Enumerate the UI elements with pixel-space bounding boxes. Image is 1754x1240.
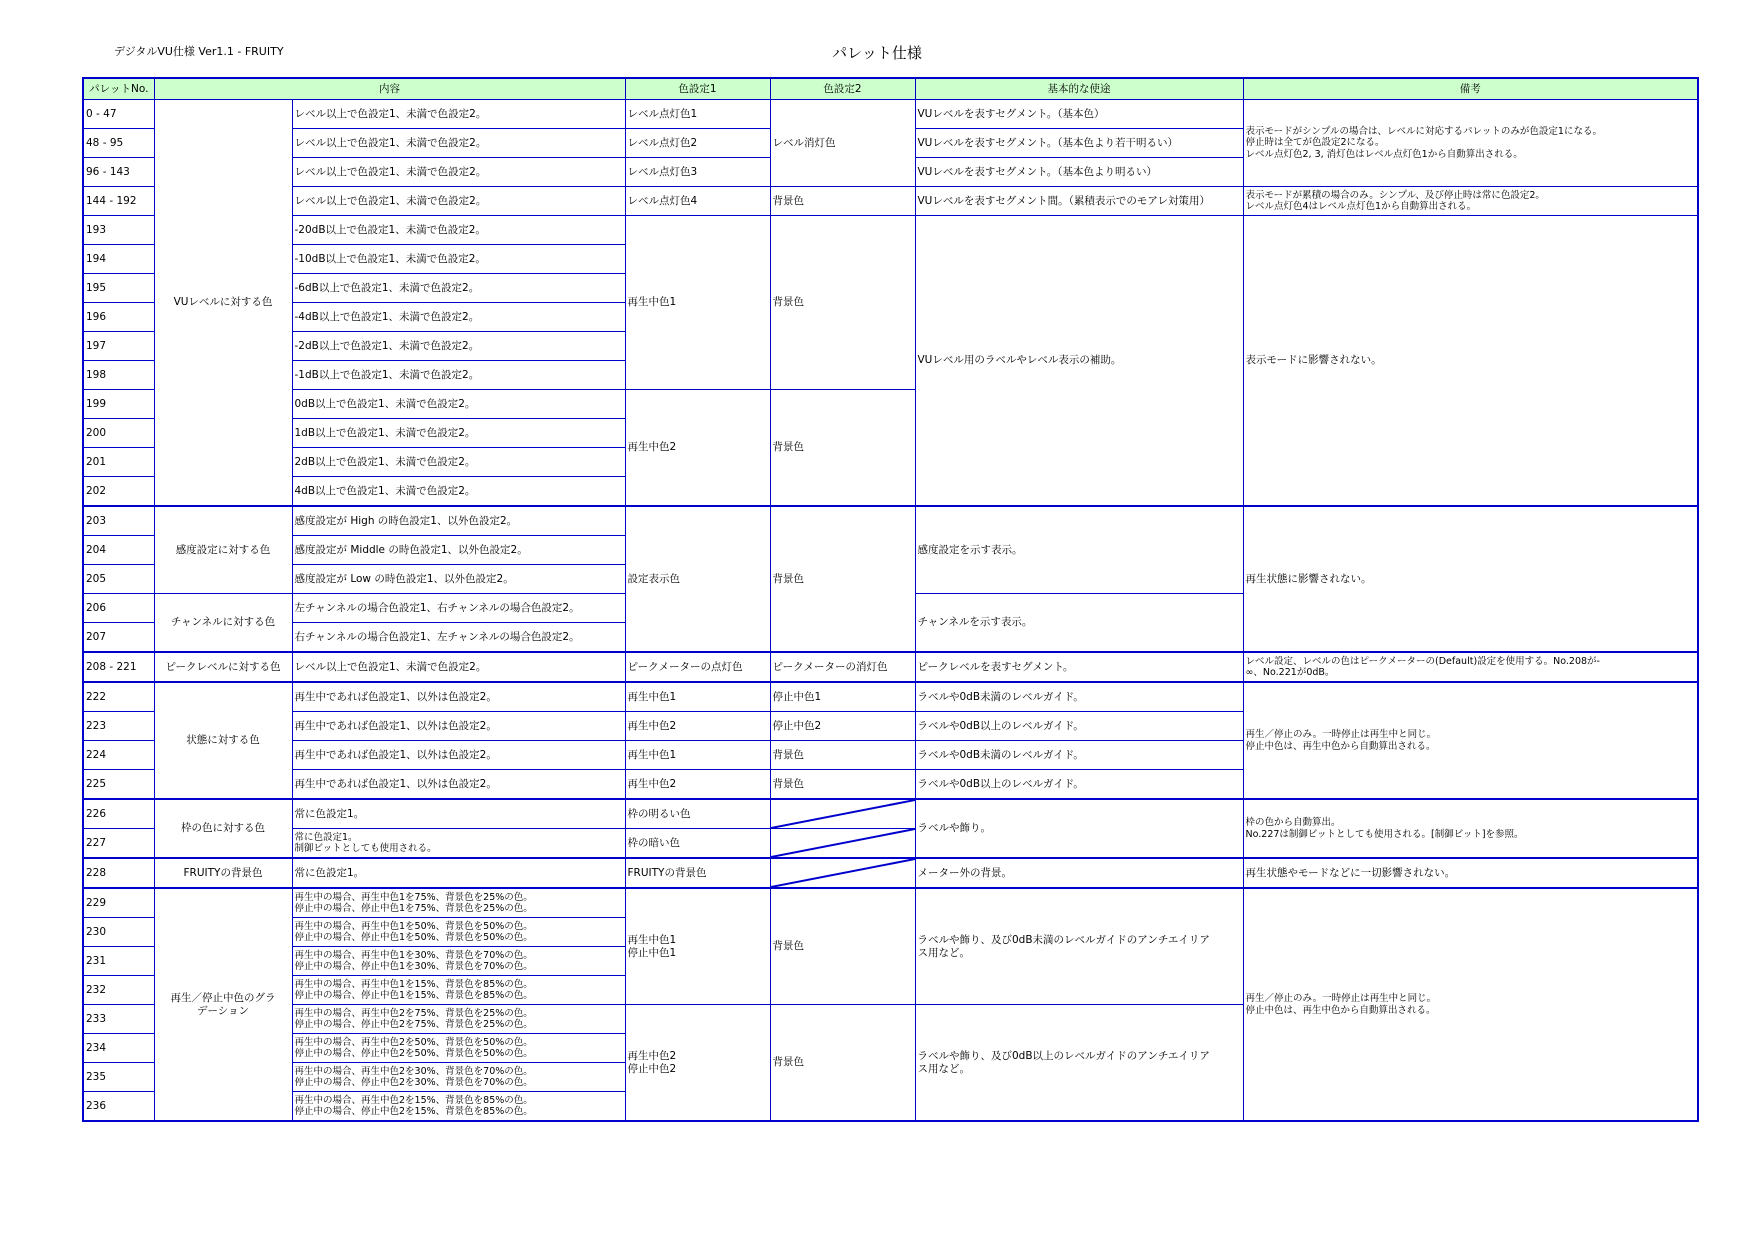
condition-cell: レベル以上で色設定1、未満で色設定2。: [292, 652, 625, 682]
condition-line: 再生中の場合、再生中色2を15%、背景色を85%の色。: [294, 1094, 533, 1106]
palette-no-cell: 207: [83, 623, 154, 653]
condition-cell: [292, 1005, 625, 1034]
column-header-content: 内容: [154, 78, 625, 100]
remarks-cell: [1243, 888, 1698, 1121]
remarks-line: 枠の色から自動算出。: [1245, 817, 1341, 829]
condition-cell: レベル以上で色設定1、未満で色設定2。: [292, 158, 625, 187]
condition-cell: -20dB以上で色設定1、未満で色設定2。: [292, 216, 625, 245]
palette-no-cell: 224: [83, 741, 154, 770]
palette-no-cell: 197: [83, 332, 154, 361]
category-cell: 枠の色に対する色: [154, 799, 292, 858]
color-2-cell: 背景色: [770, 216, 915, 390]
palette-no-cell: 202: [83, 477, 154, 507]
remarks-line: 表示モードが累積の場合のみ。シンプル、及び停止時は常に色設定2。: [1245, 189, 1545, 201]
palette-no-cell: 233: [83, 1005, 154, 1034]
palette-no-cell: 232: [83, 976, 154, 1005]
condition-cell: -10dB以上で色設定1、未満で色設定2。: [292, 245, 625, 274]
table-row: [83, 682, 1698, 712]
remarks-cell: [1243, 682, 1698, 799]
palette-no-cell: 208 - 221: [83, 652, 154, 682]
usage-cell: VUレベルを表すセグメント。（基本色より明るい）: [915, 158, 1243, 187]
color-1-cell: レベル点灯色1: [625, 100, 770, 129]
column-header-basic-use: 基本的な使途: [915, 78, 1243, 100]
usage-cell: [915, 1005, 1243, 1122]
condition-line: 停止中の場合、停止中色1を30%、背景色を70%の色。: [294, 961, 533, 972]
palette-no-cell: 231: [83, 947, 154, 976]
usage-cell: [915, 888, 1243, 1005]
palette-no-cell: 193: [83, 216, 154, 245]
color-2-cell: 背景色: [770, 770, 915, 800]
category-cell: [154, 888, 292, 1121]
remarks-line: 停止時は全てが色設定2になる。: [1245, 137, 1385, 149]
usage-cell: VUレベルを表すセグメント。（基本色より若干明るい）: [915, 129, 1243, 158]
palette-no-cell: 0 - 47: [83, 100, 154, 129]
color-2-cell: 背景色: [770, 1005, 915, 1122]
color-1-cell: 再生中色2: [625, 712, 770, 741]
palette-no-cell: 194: [83, 245, 154, 274]
condition-cell: 0dB以上で色設定1、未満で色設定2。: [292, 390, 625, 419]
category-cell: FRUITYの背景色: [154, 858, 292, 888]
palette-no-cell: 204: [83, 536, 154, 565]
color-line: 再生中色2: [627, 1049, 677, 1062]
color-1-cell: レベル点灯色4: [625, 187, 770, 216]
color-1-cell: ピークメーターの点灯色: [625, 652, 770, 682]
color-2-cell: 停止中色1: [770, 682, 915, 712]
color-2-cell: 背景色: [770, 390, 915, 507]
usage-cell: VUレベルを表すセグメント。（基本色）: [915, 100, 1243, 129]
table-row: [83, 187, 1698, 216]
usage-cell: ラベルや飾り。: [915, 799, 1243, 858]
remarks-cell: 再生状態に影響されない。: [1243, 506, 1698, 652]
palette-no-cell: 196: [83, 303, 154, 332]
remarks-line: 停止中色は、再生中色から自動算出される。: [1245, 740, 1436, 752]
diagonal-line: [771, 800, 915, 828]
usage-line: ラベルや飾り、及び0dB未満のレベルガイドのアンチエイリア: [917, 933, 1210, 946]
table-header-row: [83, 78, 1698, 100]
remarks-cell: [1243, 187, 1698, 216]
condition-cell: [292, 1034, 625, 1063]
condition-line: 再生中の場合、再生中色2を75%、背景色を25%の色。: [294, 1007, 533, 1019]
color-2-cell: 背景色: [770, 741, 915, 770]
column-header-color-2: 色設定2: [770, 78, 915, 100]
remarks-line: レベル設定、レベルの色はピークメーターの(Default)設定を使用する。No.208が-: [1245, 655, 1600, 667]
color-1-cell: 枠の暗い色: [625, 829, 770, 859]
palette-no-cell: 225: [83, 770, 154, 800]
category-cell: ピークレベルに対する色: [154, 652, 292, 682]
condition-line: 停止中の場合、停止中色2を30%、背景色を70%の色。: [294, 1077, 533, 1088]
diagonal-line: [771, 829, 915, 857]
remarks-line: レベル点灯色4はレベル点灯色1から自動算出される。: [1245, 201, 1477, 212]
palette-no-cell: 195: [83, 274, 154, 303]
category-line: 再生／停止中色のグラ: [170, 991, 276, 1004]
category-line: デーション: [196, 1004, 250, 1017]
color-1-cell: 再生中色1: [625, 741, 770, 770]
remarks-cell: [1243, 652, 1698, 682]
usage-cell: ラベルや0dB未満のレベルガイド。: [915, 682, 1243, 712]
palette-no-cell: 199: [83, 390, 154, 419]
remarks-cell: [1243, 799, 1698, 858]
condition-cell: 再生中であれば色設定1、以外は色設定2。: [292, 712, 625, 741]
color-2-cell: 背景色: [770, 506, 915, 652]
color-line: 停止中色2: [627, 1062, 677, 1075]
condition-cell: 再生中であれば色設定1、以外は色設定2。: [292, 682, 625, 712]
palette-no-cell: 198: [83, 361, 154, 390]
category-cell: チャンネルに対する色: [154, 594, 292, 653]
remarks-line: 再生／停止のみ。一時停止は再生中と同じ。: [1245, 729, 1437, 741]
condition-line: 常に色設定1。: [294, 831, 358, 843]
remarks-line: 表示モードがシンプルの場合は、レベルに対応するパレットのみが色設定1になる。: [1245, 125, 1602, 137]
condition-cell: 感度設定が Low の時色設定1、以外色設定2。: [292, 565, 625, 594]
color-1-cell: 再生中色1: [625, 216, 770, 390]
palette-no-cell: 226: [83, 799, 154, 829]
color-2-cell: 背景色: [770, 187, 915, 216]
palette-no-cell: 96 - 143: [83, 158, 154, 187]
table-row: [83, 506, 1698, 536]
condition-cell: [292, 918, 625, 947]
color-2-cell: レベル消灯色: [770, 100, 915, 187]
color-1-cell: [625, 888, 770, 1005]
palette-spec-table: [82, 77, 1699, 1122]
column-header-color-1: 色設定1: [625, 78, 770, 100]
color-1-cell: 再生中色1: [625, 682, 770, 712]
category-cell: 状態に対する色: [154, 682, 292, 799]
empty-diagonal-cell: [770, 799, 915, 829]
condition-cell: レベル以上で色設定1、未満で色設定2。: [292, 187, 625, 216]
diagonal-line: [771, 859, 915, 887]
color-1-cell: 枠の明るい色: [625, 799, 770, 829]
column-header-palette-no: パレットNo.: [83, 78, 154, 100]
condition-line: 停止中の場合、停止中色2を50%、背景色を50%の色。: [294, 1048, 533, 1059]
condition-line: 停止中の場合、停止中色2を15%、背景色を85%の色。: [294, 1106, 533, 1117]
remarks-cell: [1243, 100, 1698, 187]
condition-cell: 2dB以上で色設定1、未満で色設定2。: [292, 448, 625, 477]
condition-line: 再生中の場合、再生中色1を30%、背景色を70%の色。: [294, 949, 533, 961]
remarks-cell: 再生状態やモードなどに一切影響されない。: [1243, 858, 1698, 888]
column-header-remarks: 備考: [1243, 78, 1698, 100]
usage-line: ラベルや飾り、及び0dB以上のレベルガイドのアンチエイリア: [917, 1049, 1210, 1062]
condition-line: 停止中の場合、停止中色2を75%、背景色を25%の色。: [294, 1019, 533, 1030]
condition-cell: レベル以上で色設定1、未満で色設定2。: [292, 100, 625, 129]
palette-no-cell: 201: [83, 448, 154, 477]
condition-cell: 再生中であれば色設定1、以外は色設定2。: [292, 770, 625, 800]
palette-no-cell: 234: [83, 1034, 154, 1063]
condition-line: 停止中の場合、停止中色1を50%、背景色を50%の色。: [294, 932, 533, 943]
color-1-cell: 設定表示色: [625, 506, 770, 652]
palette-no-cell: 223: [83, 712, 154, 741]
color-2-cell: 停止中色2: [770, 712, 915, 741]
palette-no-cell: 222: [83, 682, 154, 712]
palette-no-cell: 200: [83, 419, 154, 448]
condition-cell: 1dB以上で色設定1、未満で色設定2。: [292, 419, 625, 448]
condition-line: 再生中の場合、再生中色2を30%、背景色を70%の色。: [294, 1065, 533, 1077]
table-row: [83, 888, 1698, 918]
usage-cell: メーター外の背景。: [915, 858, 1243, 888]
condition-cell: -6dB以上で色設定1、未満で色設定2。: [292, 274, 625, 303]
usage-cell: ラベルや0dB以上のレベルガイド。: [915, 770, 1243, 800]
table-row: [83, 858, 1698, 888]
palette-no-cell: 48 - 95: [83, 129, 154, 158]
usage-cell: ラベルや0dB以上のレベルガイド。: [915, 712, 1243, 741]
palette-no-cell: 206: [83, 594, 154, 623]
condition-cell: 右チャンネルの場合色設定1、左チャンネルの場合色設定2。: [292, 623, 625, 653]
condition-cell: -1dB以上で色設定1、未満で色設定2。: [292, 361, 625, 390]
document-id: デジタルVU仕様 Ver1.1 - FRUITY: [114, 45, 284, 58]
condition-cell: レベル以上で色設定1、未満で色設定2。: [292, 129, 625, 158]
color-line: 再生中色1: [627, 933, 677, 946]
usage-cell: 感度設定を示す表示。: [915, 506, 1243, 594]
table-row: [83, 652, 1698, 682]
remarks-line: 再生／停止のみ。一時停止は再生中と同じ。: [1245, 993, 1437, 1005]
condition-cell: [292, 1063, 625, 1092]
remarks-line: レベル点灯色2, 3, 消灯色はレベル点灯色1から自動算出される。: [1245, 148, 1523, 160]
usage-cell: ピークレベルを表すセグメント。: [915, 652, 1243, 682]
condition-cell: [292, 947, 625, 976]
palette-no-cell: 205: [83, 565, 154, 594]
condition-cell: [292, 888, 625, 918]
condition-line: 再生中の場合、再生中色1を75%、背景色を25%の色。: [294, 891, 533, 903]
category-cell: 感度設定に対する色: [154, 506, 292, 594]
usage-line: ス用など。: [917, 1062, 970, 1075]
condition-cell: [292, 976, 625, 1005]
condition-cell: 4dB以上で色設定1、未満で色設定2。: [292, 477, 625, 507]
remarks-line: No.227は制御ビットとしても使用される。[制御ビット]を参照。: [1245, 828, 1524, 840]
condition-cell: [292, 1092, 625, 1122]
usage-cell: ラベルや0dB未満のレベルガイド。: [915, 741, 1243, 770]
palette-no-cell: 228: [83, 858, 154, 888]
palette-no-cell: 236: [83, 1092, 154, 1122]
condition-cell: 左チャンネルの場合色設定1、右チャンネルの場合色設定2。: [292, 594, 625, 623]
empty-diagonal-cell: [770, 858, 915, 888]
table-row: [83, 216, 1698, 245]
category-cell: VUレベルに対する色: [154, 100, 292, 507]
condition-cell: 感度設定が High の時色設定1、以外色設定2。: [292, 506, 625, 536]
condition-cell: 感度設定が Middle の時色設定1、以外色設定2。: [292, 536, 625, 565]
palette-no-cell: 227: [83, 829, 154, 859]
condition-cell: 常に色設定1。: [292, 858, 625, 888]
empty-diagonal-cell: [770, 829, 915, 859]
condition-cell: 常に色設定1。: [292, 799, 625, 829]
palette-no-cell: 203: [83, 506, 154, 536]
palette-no-cell: 229: [83, 888, 154, 918]
condition-line: 制御ビットとしても使用される。: [294, 843, 437, 854]
condition-line: 再生中の場合、再生中色2を50%、背景色を50%の色。: [294, 1036, 533, 1048]
remarks-line: 停止中色は、再生中色から自動算出される。: [1245, 1004, 1436, 1016]
condition-line: 停止中の場合、停止中色1を15%、背景色を85%の色。: [294, 990, 533, 1001]
color-1-cell: [625, 1005, 770, 1122]
color-line: 停止中色1: [627, 946, 677, 959]
table-row: [83, 100, 1698, 129]
remarks-cell: 表示モードに影響されない。: [1243, 216, 1698, 507]
color-1-cell: レベル点灯色2: [625, 129, 770, 158]
condition-line: 停止中の場合、停止中色1を75%、背景色を25%の色。: [294, 903, 533, 914]
usage-cell: VUレベルを表すセグメント間。（累積表示でのモアレ対策用）: [915, 187, 1243, 216]
color-1-cell: レベル点灯色3: [625, 158, 770, 187]
condition-cell: -2dB以上で色設定1、未満で色設定2。: [292, 332, 625, 361]
remarks-line: ∞、No.221が0dB。: [1245, 667, 1335, 678]
usage-cell: VUレベル用のラベルやレベル表示の補助。: [915, 216, 1243, 507]
condition-line: 再生中の場合、再生中色1を50%、背景色を50%の色。: [294, 920, 533, 932]
usage-line: ス用など。: [917, 946, 970, 959]
usage-cell: チャンネルを示す表示。: [915, 594, 1243, 653]
color-1-cell: FRUITYの背景色: [625, 858, 770, 888]
color-1-cell: 再生中色2: [625, 770, 770, 800]
color-2-cell: 背景色: [770, 888, 915, 1005]
table-row: [83, 799, 1698, 829]
color-2-cell: ピークメーターの消灯色: [770, 652, 915, 682]
condition-cell: 再生中であれば色設定1、以外は色設定2。: [292, 741, 625, 770]
page-title: パレット仕様: [832, 44, 922, 62]
condition-line: 再生中の場合、再生中色1を15%、背景色を85%の色。: [294, 978, 533, 990]
palette-no-cell: 144 - 192: [83, 187, 154, 216]
condition-cell: [292, 829, 625, 859]
palette-no-cell: 235: [83, 1063, 154, 1092]
color-1-cell: 再生中色2: [625, 390, 770, 507]
condition-cell: -4dB以上で色設定1、未満で色設定2。: [292, 303, 625, 332]
palette-no-cell: 230: [83, 918, 154, 947]
